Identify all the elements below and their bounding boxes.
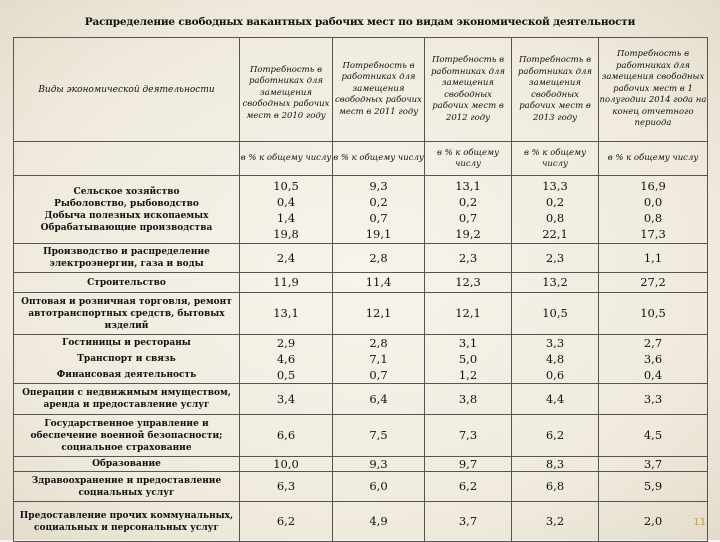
value-cell: 6,2	[425, 472, 512, 502]
value-cell: 10,5	[273, 178, 299, 193]
value-cell: 0,4	[643, 368, 663, 382]
unit-empty-cell	[14, 142, 240, 176]
table-header-row	[14, 38, 708, 142]
value-cell: 13,1	[240, 293, 333, 335]
value-cell: 13,3	[542, 178, 568, 193]
row-label-mining: Добыча полезных ископаемых	[44, 210, 209, 221]
header-2010-text: Потребность в работниках для замещения свободных рабочих мест в 2010 году	[242, 64, 330, 121]
values-2013-group-2	[512, 335, 599, 384]
value-cell: 8,3	[512, 457, 599, 472]
row-label-construction: Строительство	[14, 273, 240, 293]
row-labels-group-1	[14, 176, 240, 244]
value-cell: 3,1	[458, 336, 478, 350]
row-labels-group-2	[14, 335, 240, 384]
value-cell: 0,8	[545, 210, 565, 225]
value-cell: 5,0	[458, 352, 478, 366]
value-cell: 22,1	[542, 226, 568, 241]
value-cell: 6,0	[333, 472, 425, 502]
value-cell: 6,2	[512, 415, 599, 457]
value-cell: 2,3	[512, 244, 599, 273]
table-row	[14, 457, 708, 472]
value-cell: 0,6	[545, 368, 565, 382]
values-2014-group-1	[599, 176, 708, 244]
value-cell: 0,7	[369, 368, 388, 382]
header-2011: Потребность в работниках для замещения свободных рабочих мест в 2011 году	[333, 38, 425, 142]
value-cell: 3,7	[425, 502, 512, 542]
value-cell: 13,1	[455, 178, 481, 193]
value-cell: 11,4	[333, 273, 425, 293]
page-title: Распределение свободных вакантных рабочих мест по видам экономической деятельности	[84, 16, 636, 28]
value-cell: 27,2	[599, 273, 708, 293]
value-cell: 0,2	[545, 194, 565, 209]
unit-2012: в % к общему числу	[425, 142, 512, 176]
value-cell: 2,7	[643, 336, 663, 350]
value-cell: 4,8	[545, 352, 565, 366]
unit-2013: в % к общему числу	[512, 142, 599, 176]
row-label-education: Образование	[14, 457, 240, 472]
row-label-finance: Финансовая деятельность	[56, 370, 197, 380]
page-number: 11	[693, 517, 706, 528]
value-cell: 2,0	[599, 502, 708, 542]
header-2010	[240, 38, 333, 142]
row-label-healthcare: Здравоохранение и предоставление социальных услуг	[14, 472, 240, 502]
table-row	[14, 244, 708, 273]
value-cell: 0,7	[369, 210, 388, 225]
row-label-manufacturing: Обрабатывающие производства	[40, 222, 213, 233]
table-row	[14, 384, 708, 415]
table-row	[14, 293, 708, 335]
row-label-agriculture: Сельское хозяйство	[73, 186, 180, 197]
values-2011-group-1	[333, 176, 425, 244]
row-label-real-estate: Операции с недвижимым имуществом, аренда и предоставление услуг	[14, 384, 240, 415]
header-2013: Потребность в работниках для замещения свободных рабочих мест в 2013 году	[512, 38, 599, 142]
value-cell: 9,7	[425, 457, 512, 472]
vacancy-table	[13, 37, 708, 542]
row-label-other-services: Предоставление прочих коммунальных, социальных и персональных услуг	[14, 502, 240, 542]
value-cell: 4,6	[276, 352, 296, 366]
row-label-hotels: Гостиницы и рестораны	[62, 338, 191, 348]
value-cell: 10,5	[599, 293, 708, 335]
value-cell: 4,9	[333, 502, 425, 542]
value-cell: 6,6	[240, 415, 333, 457]
row-label-public-admin: Государственное управление и обеспечение военной безопасности; социальное страхование	[14, 415, 240, 457]
value-cell: 1,4	[276, 210, 296, 225]
value-cell: 10,5	[512, 293, 599, 335]
value-cell: 17,3	[640, 226, 666, 241]
value-cell: 6,2	[240, 502, 333, 542]
value-cell: 9,3	[333, 457, 425, 472]
value-cell: 6,8	[512, 472, 599, 502]
value-cell: 3,8	[425, 384, 512, 415]
table-row	[14, 502, 708, 542]
value-cell: 0,8	[643, 210, 663, 225]
values-2014-group-2	[599, 335, 708, 384]
values-2010-group-1	[240, 176, 333, 244]
row-label-transport: Транспорт и связь	[77, 354, 176, 364]
value-cell: 4,4	[512, 384, 599, 415]
value-cell: 1,2	[458, 368, 478, 382]
value-cell: 3,3	[599, 384, 708, 415]
header-activity-type: Виды экономической деятельности	[14, 38, 240, 142]
value-cell: 0,7	[458, 210, 478, 225]
value-cell: 2,8	[333, 244, 425, 273]
value-cell: 3,7	[599, 457, 708, 472]
value-cell: 11,9	[240, 273, 333, 293]
value-cell: 12,3	[425, 273, 512, 293]
value-cell: 16,9	[640, 178, 666, 193]
values-2010-group-2	[240, 335, 333, 384]
unit-row	[14, 142, 708, 176]
unit-2010: в % к общему числу	[240, 142, 333, 176]
table-row-group-2	[14, 335, 708, 384]
unit-2011: в % к общему числу	[333, 142, 425, 176]
values-2013-group-1	[512, 176, 599, 244]
table-row	[14, 472, 708, 502]
row-label-trade: Оптовая и розничная торговля, ремонт автотранспортных средств, бытовых изделий	[14, 293, 240, 335]
value-cell: 2,8	[369, 336, 388, 350]
value-cell: 7,1	[369, 352, 388, 366]
unit-2014: в % к общему числу	[599, 142, 708, 176]
value-cell: 19,2	[455, 226, 481, 241]
value-cell: 9,3	[369, 178, 388, 193]
values-2012-group-2	[425, 335, 512, 384]
table-row	[14, 273, 708, 293]
value-cell: 7,5	[333, 415, 425, 457]
row-label-electricity: Производство и распределение электроэнергии, газа и воды	[14, 244, 240, 273]
value-cell: 5,9	[599, 472, 708, 502]
value-cell: 2,4	[240, 244, 333, 273]
value-cell: 0,2	[458, 194, 478, 209]
value-cell: 1,1	[599, 244, 708, 273]
value-cell: 12,1	[333, 293, 425, 335]
header-2014-h1: Потребность в работниках для замещения свободных рабочих мест в 1 полугодии 2014 года на конец отчетного периода	[599, 38, 708, 142]
value-cell: 7,3	[425, 415, 512, 457]
value-cell: 0,4	[276, 194, 296, 209]
value-cell: 6,3	[240, 472, 333, 502]
table-row	[14, 415, 708, 457]
value-cell: 0,0	[643, 194, 663, 209]
value-cell: 3,3	[545, 336, 565, 350]
value-cell: 19,1	[365, 226, 392, 241]
value-cell: 0,2	[369, 194, 388, 209]
values-2011-group-2	[333, 335, 425, 384]
values-2012-group-1	[425, 176, 512, 244]
table-row-group-1	[14, 176, 708, 244]
value-cell: 2,3	[425, 244, 512, 273]
value-cell: 10,0	[240, 457, 333, 472]
value-cell: 0,5	[276, 368, 296, 382]
value-cell: 4,5	[599, 415, 708, 457]
value-cell: 3,2	[512, 502, 599, 542]
value-cell: 3,4	[240, 384, 333, 415]
value-cell: 12,1	[425, 293, 512, 335]
value-cell: 13,2	[512, 273, 599, 293]
row-label-fishery: Рыболовство, рыбоводство	[54, 198, 199, 209]
value-cell: 19,8	[273, 226, 299, 241]
value-cell: 6,4	[333, 384, 425, 415]
value-cell: 2,9	[276, 336, 296, 350]
header-2012: Потребность в работниках для замещения свободных рабочих мест в 2012 году	[425, 38, 512, 142]
value-cell: 3,6	[643, 352, 663, 366]
